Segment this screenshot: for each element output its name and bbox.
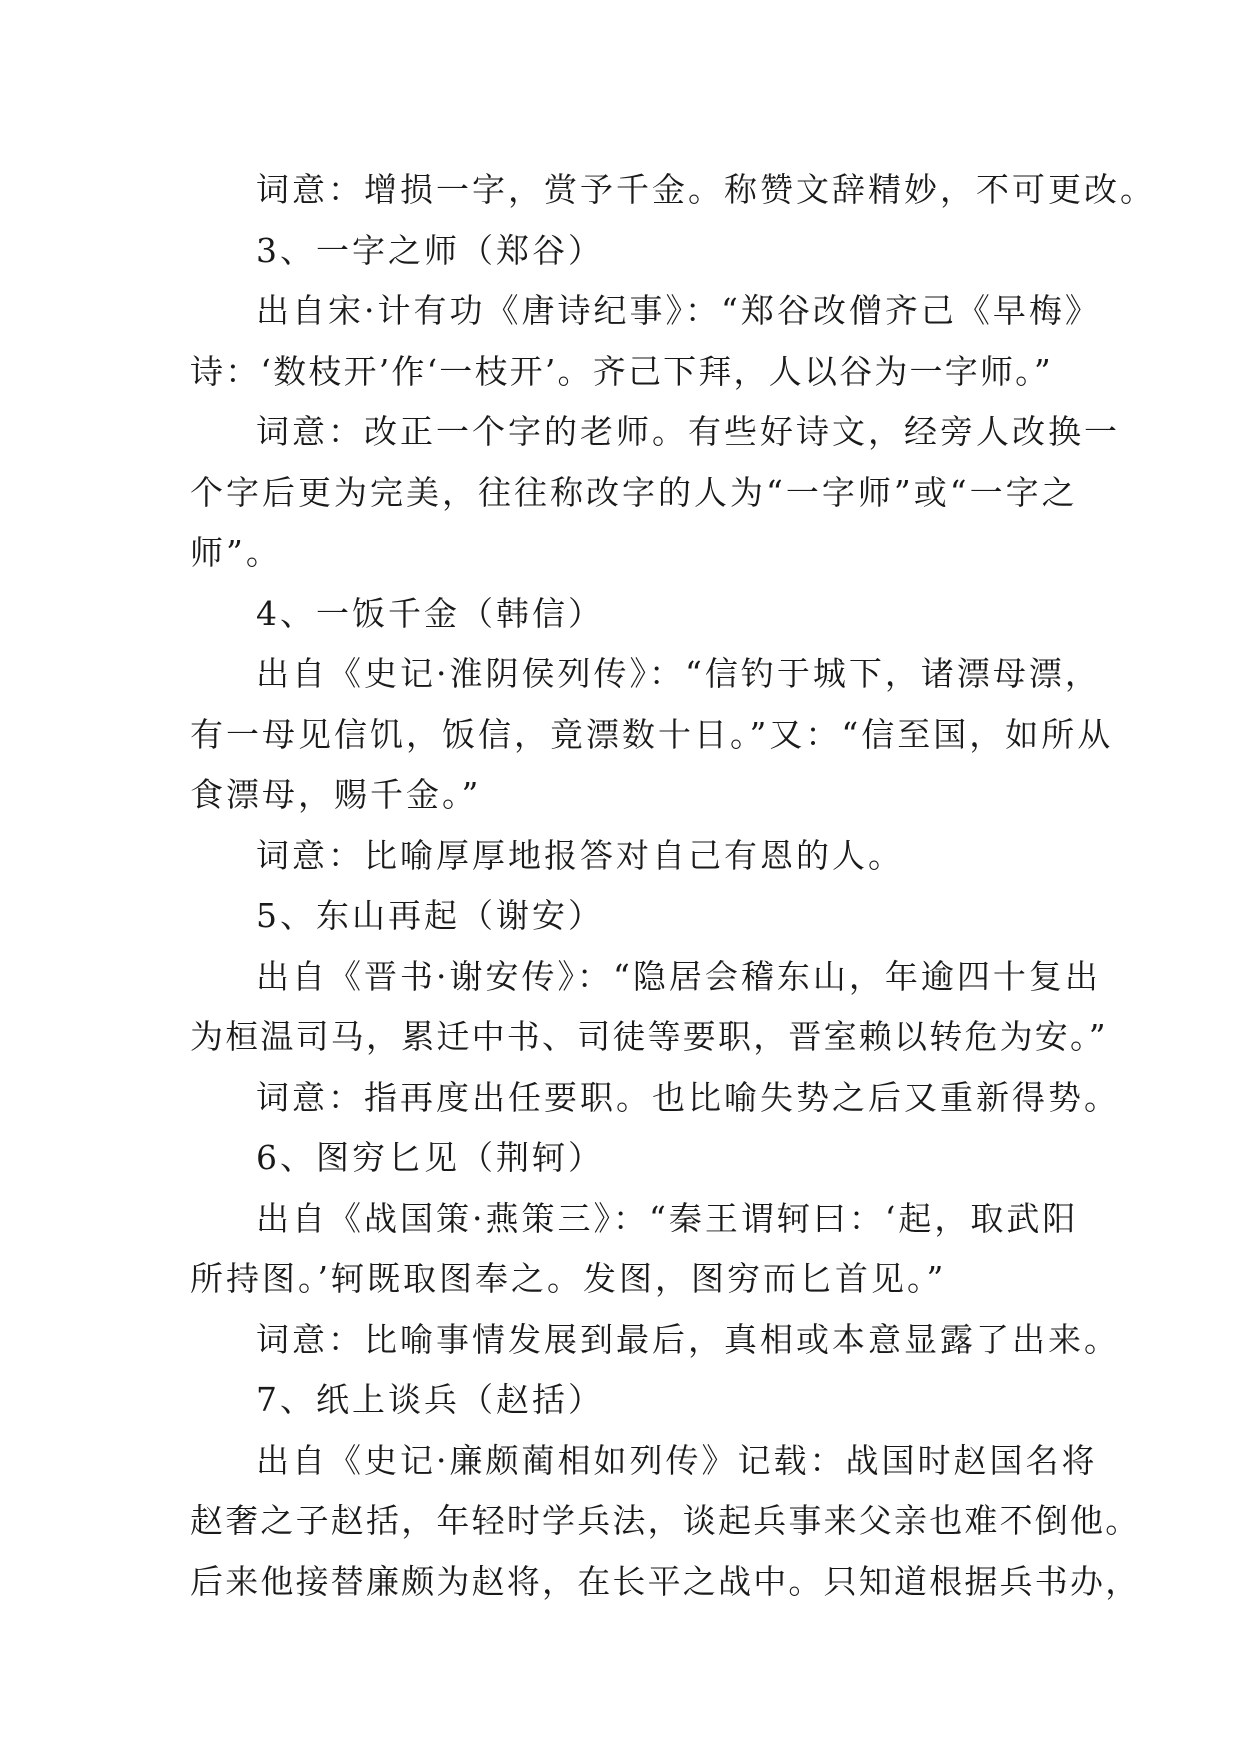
paragraph-line: 出自《史记·廉颇蔺相如列传》记载：战国时赵国名将 xyxy=(256,1440,1098,1480)
section-heading: 5、东山再起（谢安） xyxy=(256,896,604,935)
paragraph-line: 食漂母，赐千金。” xyxy=(190,775,482,814)
paragraph-line: 词意：比喻事情发展到最后，真相或本意显露了出来。 xyxy=(256,1319,1120,1359)
paragraph-line: 出自《史记·淮阴侯列传》：“信钓于城下，诸漂母漂， xyxy=(256,654,1101,693)
paragraph-line: 有一母见信饥，饭信，竟漂数十日。”又：“信至国，如所从 xyxy=(190,714,1114,754)
paragraph-line: 出自宋·计有功《唐诗纪事》：“郑谷改僧齐己《早梅》 xyxy=(256,291,1101,330)
paragraph-line: 师”。 xyxy=(190,533,282,572)
paragraph-line: 诗：‘数枝开’作‘一枝开’。齐己下拜，人以谷为一字师。” xyxy=(190,351,1053,391)
paragraph-line: 所持图。’轲既取图奉之。发图，图穷而匕首见。” xyxy=(190,1259,947,1298)
paragraph-line: 词意：比喻厚厚地报答对自己有恩的人。 xyxy=(256,835,904,875)
paragraph-line: 后来他接替廉颇为赵将，在长平之战中。只知道根据兵书办， xyxy=(190,1561,1141,1601)
paragraph-line: 词意：指再度出任要职。也比喻失势之后又重新得势。 xyxy=(256,1077,1120,1117)
paragraph-line: 个字后更为完美，往往称改字的人为“一字师”或“一字之 xyxy=(190,472,1078,512)
document-body xyxy=(190,160,1156,1612)
paragraph-line: 出自《战国策·燕策三》：“秦王谓轲曰：‘起，取武阳 xyxy=(256,1198,1079,1238)
section-heading: 4、一饭千金（韩信） xyxy=(256,593,604,633)
section-heading: 6、图穷匕见（荆轲） xyxy=(256,1138,604,1177)
section-heading: 7、纸上谈兵（赵括） xyxy=(256,1380,604,1419)
paragraph-line: 词意：增损一字，赏予千金。称赞文辞精妙，不可更改。 xyxy=(256,170,1156,209)
paragraph-line: 为桓温司马，累迁中书、司徒等要职，晋室赖以转危为安。” xyxy=(190,1017,1108,1056)
paragraph-line: 出自《晋书·谢安传》：“隐居会稽东山，年逾四十复出 xyxy=(256,956,1101,996)
paragraph-line: 词意：改正一个字的老师。有些好诗文，经旁人改换一 xyxy=(256,412,1120,451)
paragraph-line: 赵奢之子赵括，年轻时学兵法，谈起兵事来父亲也难不倒他。 xyxy=(190,1501,1141,1540)
section-heading: 3、一字之师（郑谷） xyxy=(256,230,604,270)
